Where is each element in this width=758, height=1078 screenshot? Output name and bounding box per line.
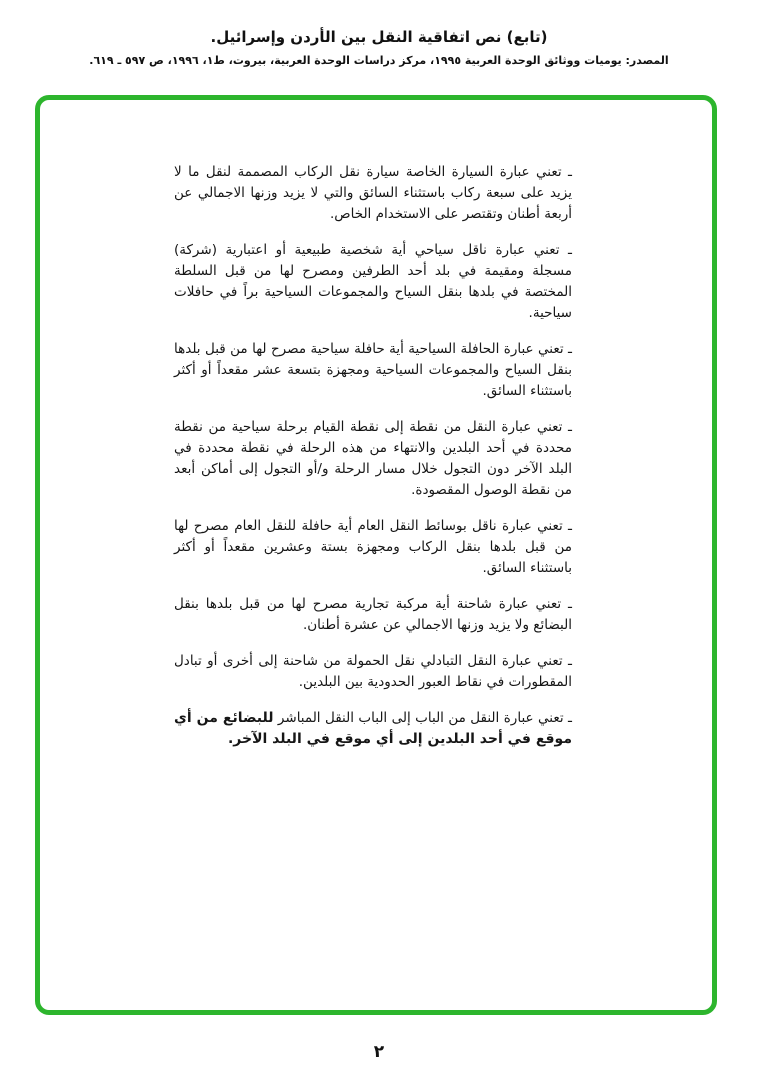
document-title: (تابع) نص اتفاقية النقل بين الأردن وإسرائيل. [210, 28, 548, 46]
paragraph-tourist-carrier: ـ تعني عبارة ناقل سياحي أية شخصية طبيعية أو اعتبارية (شركة) مسجلة ومقيمة في بلد أحد الطرفين ومصرح لها من قبل السلطة المختصة في بلدها بنقل السياح والمجموعات السياحية براً في حافلات سياحية. [174, 242, 572, 321]
paragraph-door-to-door-bold: للبضائع من أي موقع في أحد البلدين إلى أي موقع في البلد الآخر. [174, 710, 572, 747]
paragraph-exchange-transport: ـ تعني عبارة النقل التبادلي نقل الحمولة من شاحنة إلى أخرى أو تبادل المقطورات في نقاط العبور الحدودية بين البلدين. [174, 653, 572, 690]
paragraph-tourist-bus: ـ تعني عبارة الحافلة السياحية أية حافلة سياحية مصرح لها من قبل بلدها بنقل السياح والمجموعات السياحية ومجهزة بتسعة عشر مقعداً أو أكثر باستثناء السائق. [174, 341, 572, 399]
paragraph-door-to-door-lead: ـ تعني عبارة النقل من الباب إلى الباب النقل المباشر [273, 710, 572, 726]
paragraph-point-to-point: ـ تعني عبارة النقل من نقطة إلى نقطة القيام برحلة سياحية من نقطة محددة في أحد البلدين والانتهاء من هذه الرحلة في نقطة محددة في البلد الآخر دون التجول خلال مسار الرحلة و/أو التجول إلى أماكن أبعد من نقطة الوصول المقصودة. [174, 419, 572, 498]
paragraph-private-car: ـ تعني عبارة السيارة الخاصة سيارة نقل الركاب المصممة لنقل ما لا يزيد على سبعة ركاب باستثناء السائق والتي لا يزيد وزنها الاجمالي عن أربعة أطنان وتقتصر على الاستخدام الخاص. [174, 164, 572, 222]
page-number: ٢ [373, 1042, 385, 1062]
paragraph-truck: ـ تعني عبارة شاحنة أية مركبة تجارية مصرح لها من قبل بلدها بنقل البضائع ولا يزيد وزنها الاجمالي عن عشرة أطنان. [174, 596, 572, 633]
document-header [0, 28, 758, 67]
paragraph-public-transport-carrier: ـ تعني عبارة ناقل بوسائط النقل العام أية حافلة للنقل العام مصرح لها من قبل بلدها بنقل الركاب ومجهزة بستة وعشرين مقعداً أو أكثر باستثناء السائق. [174, 518, 572, 576]
paragraph-door-to-door [174, 708, 572, 750]
source-line: المصدر: يوميات ووثائق الوحدة العربية ١٩٩٥، مركز دراسات الوحدة العربية، بيروت، ط١، ١٩٩٦، ص ٥٩٧ ـ ٦١٩. [89, 54, 669, 67]
content-frame [35, 95, 717, 1015]
body-text [174, 162, 572, 750]
